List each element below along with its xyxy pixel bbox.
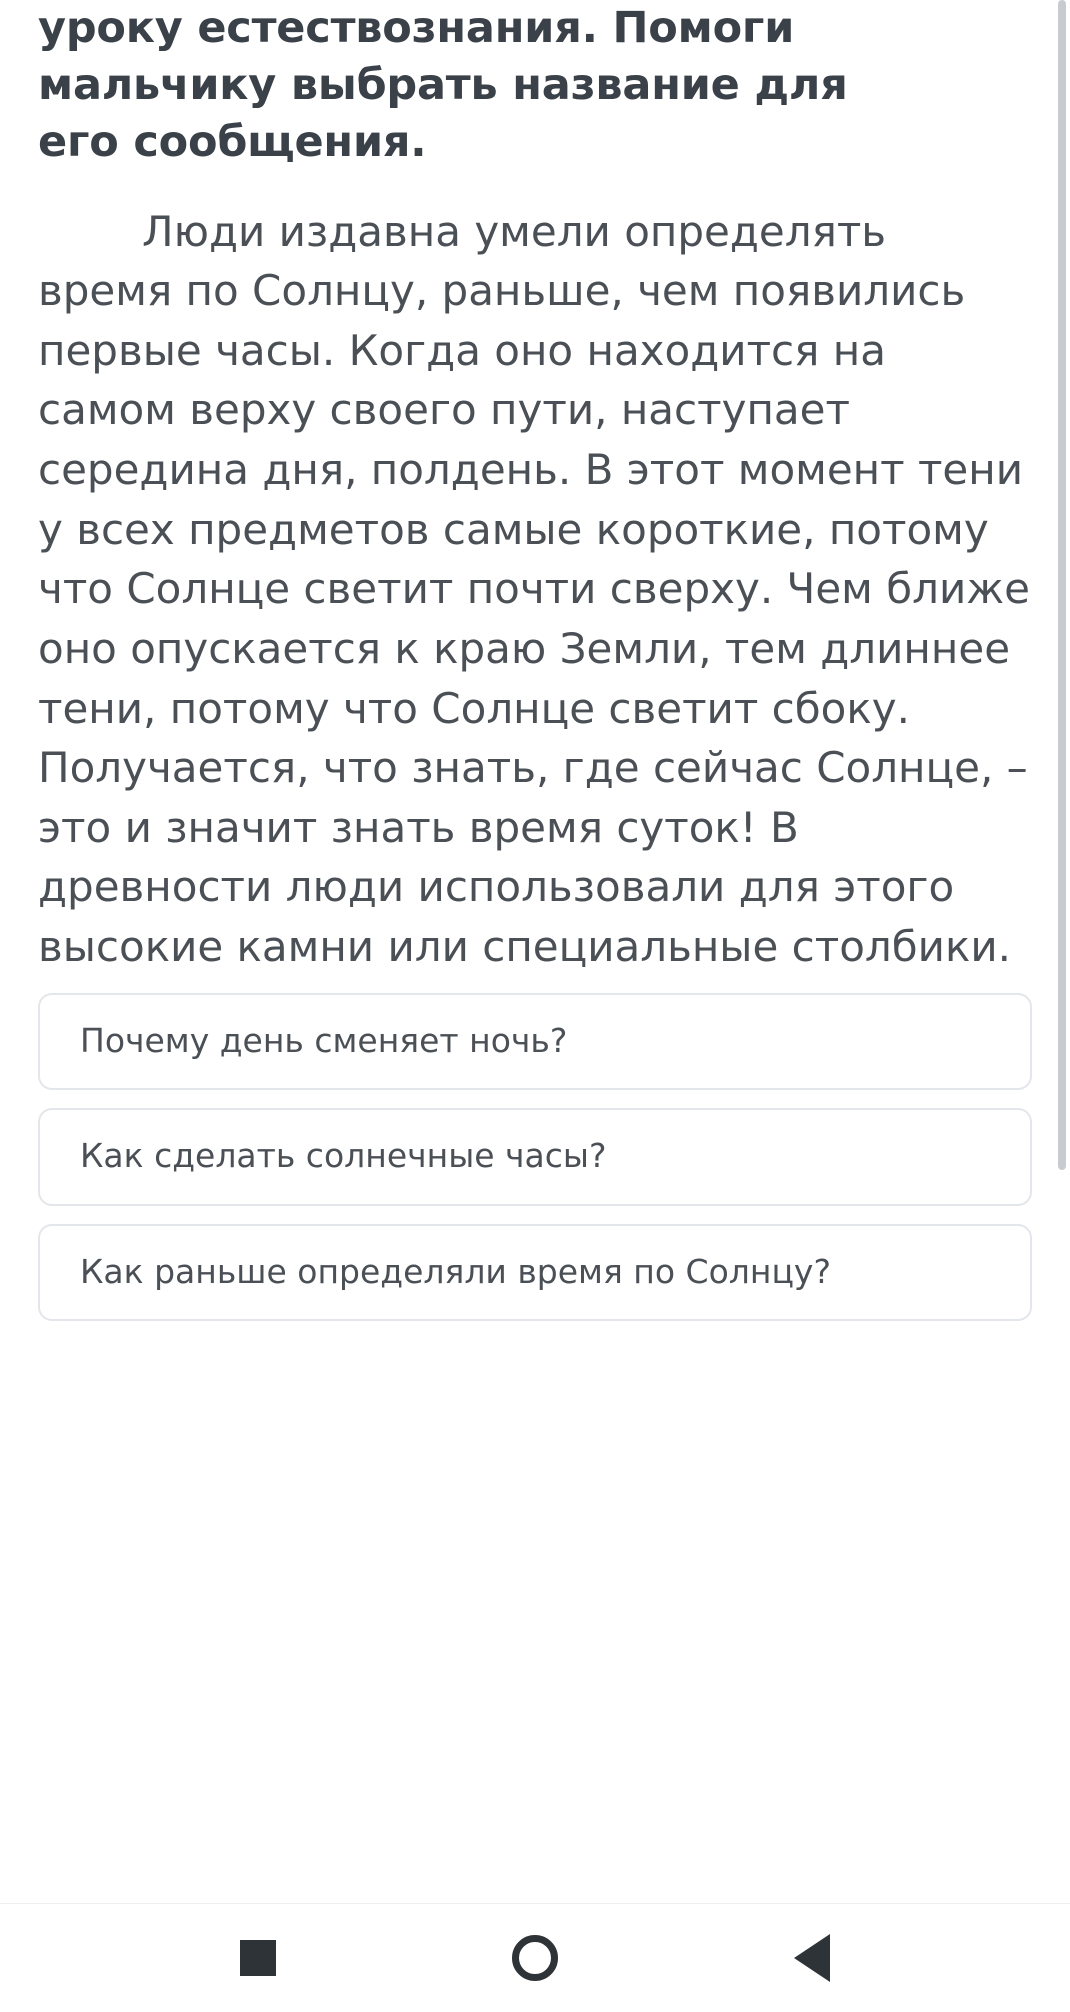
android-navigation-bar [0,1903,1070,2011]
vertical-scrollbar[interactable] [1058,0,1066,1170]
page-title-line-3: его сообщения. [38,117,427,168]
page-title [38,0,1032,172]
circle-icon [512,1935,558,1981]
passage-text: Люди издавна умели определять время по Солнцу, раньше, чем появились первые часы. Когда оно находится на самом верху своего пути, наступает середина дня, полдень. В этот момент тени у всех предметов самые короткие, потому что Солнце светит почти сверху. Чем ближе оно опускается к краю Земли, тем длиннее тени, потому что Солнце светит сбоку. Получается, что знать, где сейчас Солнце, – это и значит знать время суток! В древности люди использовали для этого высокие камни или специальные столбики. [38,206,1030,972]
square-icon [240,1940,276,1976]
page-title-line-2: мальчику выбрать название для [38,60,848,111]
option-3-label: Как раньше определяли время по Солнцу? [80,1251,831,1291]
option-2-label: Как сделать солнечные часы? [80,1136,607,1176]
option-3[interactable] [38,1224,1032,1322]
triangle-back-icon [794,1934,830,1982]
answer-options [38,993,1032,1332]
option-1-label: Почему день сменяет ночь? [80,1020,568,1060]
page-title-line-1: уроку естествознания. Помоги [38,3,795,53]
recents-button[interactable] [198,1904,318,2012]
option-1[interactable] [38,993,1032,1091]
back-button[interactable] [752,1904,872,2012]
reading-passage [38,202,1032,977]
home-button[interactable] [475,1904,595,2012]
option-2[interactable] [38,1108,1032,1206]
